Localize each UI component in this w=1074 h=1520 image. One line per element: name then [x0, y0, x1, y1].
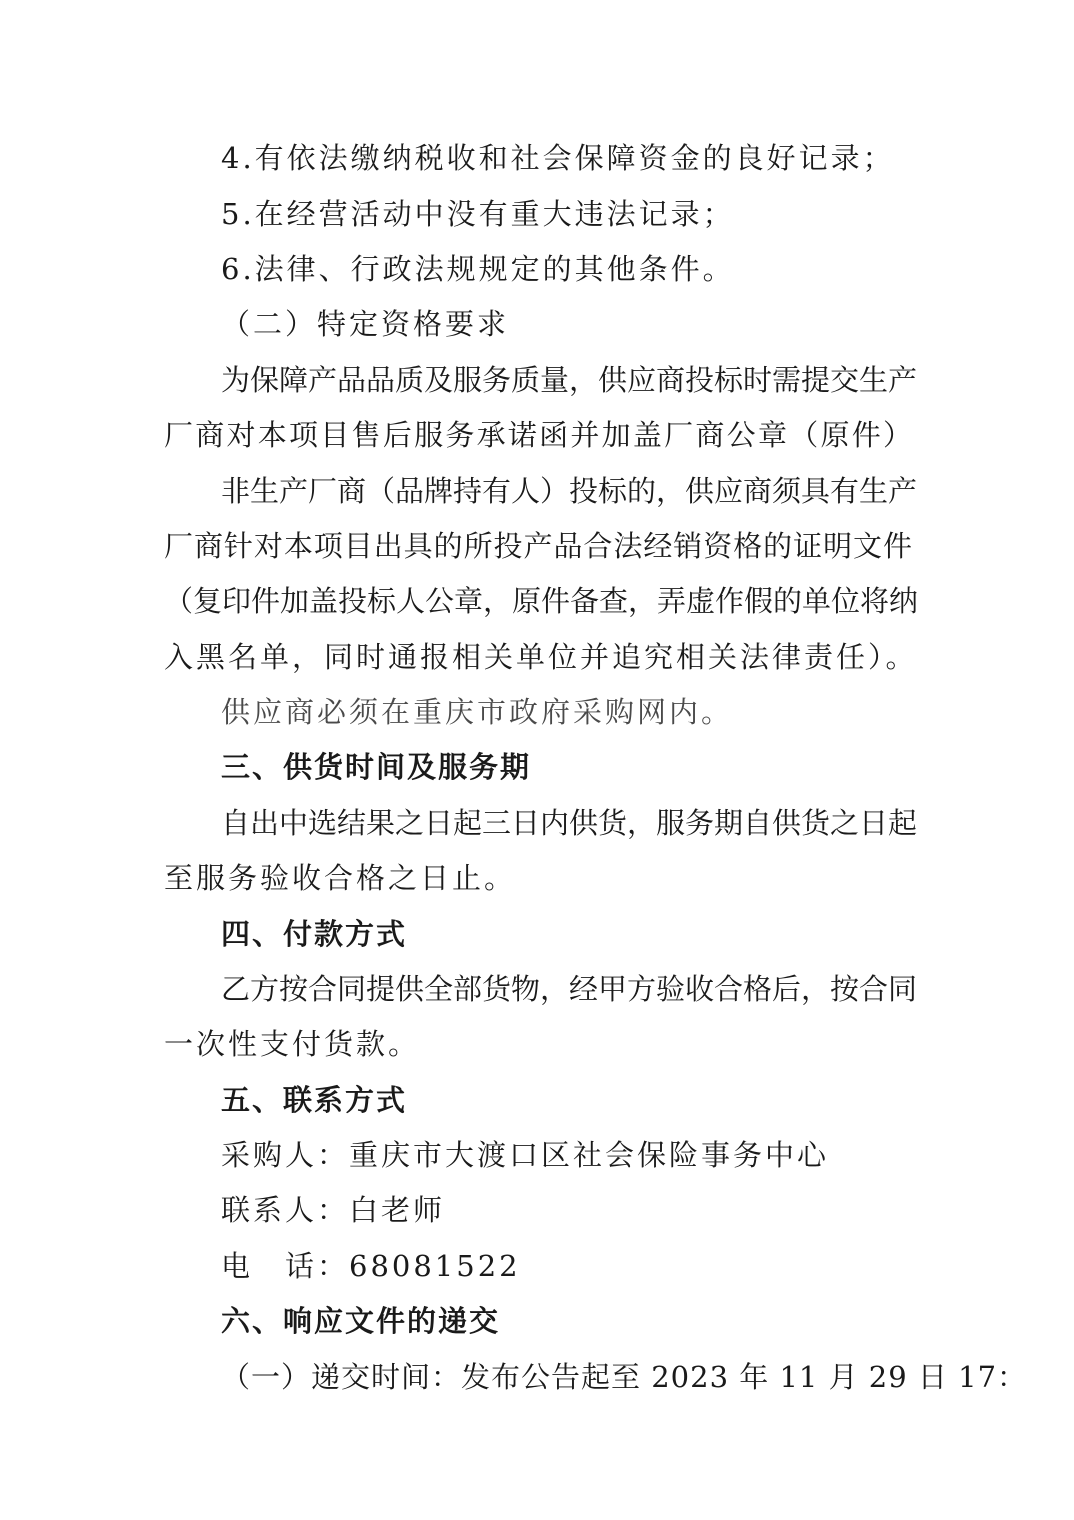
contact-person: 联系人：白老师	[221, 1193, 446, 1227]
paragraph-qualification-4: 4.有依法缴纳税收和社会保障资金的良好记录；	[221, 141, 895, 175]
paragraph-non-manufacturer-line-2: 厂商针对本项目出具的所投产品合法经销资格的证明文件	[164, 529, 912, 563]
contact-phone: 电 话：68081522	[221, 1249, 521, 1283]
subheading-specific-qualifications: （二）特定资格要求	[221, 307, 510, 341]
paragraph-qualification-5: 5.在经营活动中没有重大违法记录；	[221, 197, 735, 231]
paragraph-delivery-line-1: 自出中选结果之日起三日内供货，服务期自供货之日起	[221, 806, 918, 840]
paragraph-payment-line-1: 乙方按合同提供全部货物，经甲方验收合格后，按合同	[221, 972, 918, 1006]
heading-delivery-service-period: 三、供货时间及服务期	[221, 750, 532, 784]
paragraph-delivery-line-2: 至服务验收合格之日止。	[164, 861, 517, 895]
paragraph-qualification-6: 6.法律、行政法规规定的其他条件。	[221, 252, 735, 286]
paragraph-supplier-registry: 供应商必须在重庆市政府采购网内。	[221, 695, 734, 729]
paragraph-quality-line-1: 为保障产品品质及服务质量，供应商投标时需提交生产	[221, 363, 918, 397]
heading-contact-info: 五、联系方式	[221, 1083, 408, 1117]
paragraph-non-manufacturer-line-1: 非生产厂商（品牌持有人）投标的，供应商须具有生产	[221, 474, 918, 508]
heading-payment-method: 四、付款方式	[221, 917, 408, 951]
heading-response-submission: 六、响应文件的递交	[221, 1304, 501, 1338]
paragraph-payment-line-2: 一次性支付货款。	[164, 1027, 421, 1061]
contact-purchaser: 采购人：重庆市大渡口区社会保险事务中心	[221, 1138, 830, 1172]
paragraph-non-manufacturer-line-4: 入黑名单，同时通报相关单位并追究相关法律责任）。	[164, 640, 918, 674]
paragraph-submission-time: （一）递交时间：发布公告起至 2023 年 11 月 29 日 17：	[221, 1360, 1028, 1394]
paragraph-non-manufacturer-line-3: （复印件加盖投标人公章，原件备查，弄虚作假的单位将纳	[164, 584, 919, 618]
paragraph-quality-line-2: 厂商对本项目售后服务承诺函并加盖厂商公章（原件）	[164, 418, 912, 452]
